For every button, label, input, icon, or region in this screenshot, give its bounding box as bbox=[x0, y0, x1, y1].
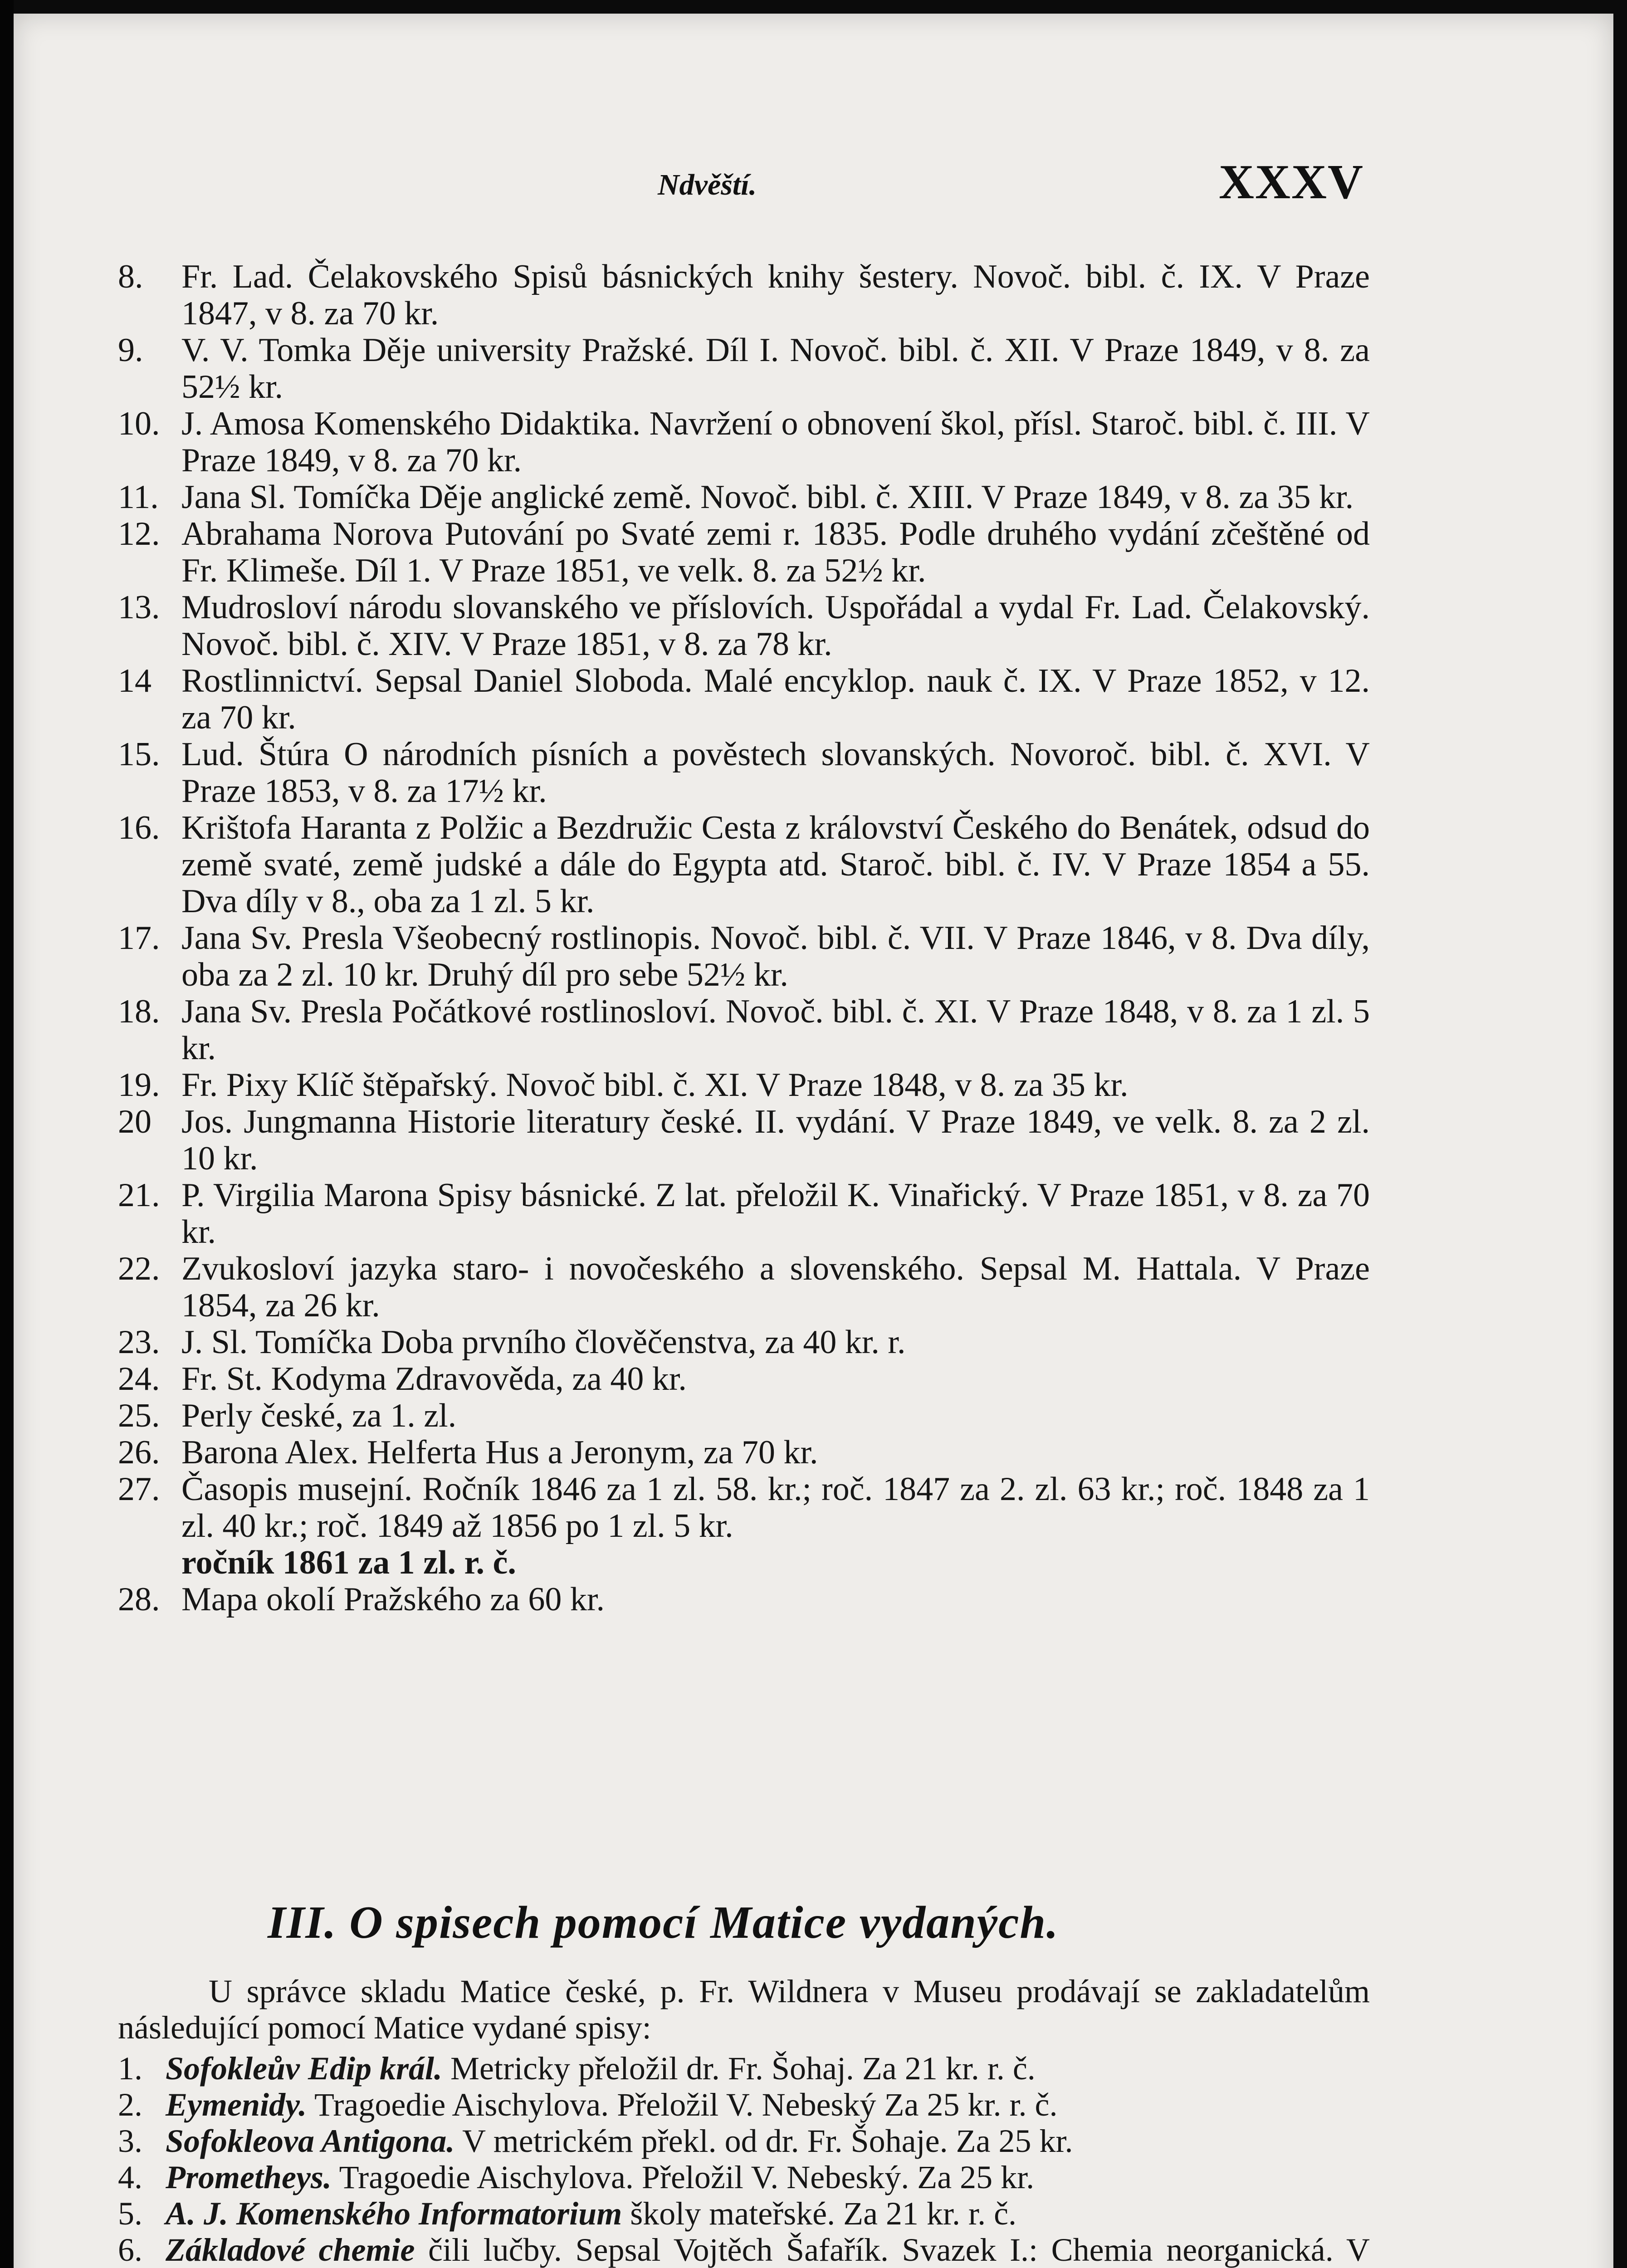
item-text: Rostlinnictví. Sepsal Daniel Sloboda. Malé encyklop. nauk č. IX. V Praze 1852, v 12. za 70 kr. bbox=[181, 662, 1370, 736]
item-text: Časopis musejní. Ročník 1846 za 1 zl. 58. kr.; roč. 1847 za 2. zl. 63 kr.; roč. 1848 za 1 zl. 40 kr.; roč. 1849 až 1856 po 1 zl. 5 kr. bbox=[181, 1471, 1370, 1545]
item-number: 8. bbox=[118, 258, 143, 295]
item-bold-tail: ročník 1861 za 1 zl. r. č. bbox=[181, 1544, 516, 1581]
list-item bbox=[118, 810, 1370, 920]
item-text: Fr. Pixy Klíč štěpařský. Novoč bibl. č. XI. V Praze 1848, v 8. za 35 kr. bbox=[181, 1066, 1129, 1104]
item-text: Jana Sv. Presla Počátkové rostlinosloví. Novoč. bibl. č. XI. V Praze 1848, v 8. za 1 zl. 5 kr. bbox=[181, 993, 1370, 1067]
list-item bbox=[118, 920, 1370, 993]
list-item bbox=[118, 1398, 1370, 1434]
book-title: Základové chemie bbox=[166, 2232, 415, 2268]
page-header bbox=[14, 154, 1613, 222]
item-text: J. Amosa Komenského Didaktika. Navržení o obnovení škol, přísl. Staroč. bibl. č. III. V Praze 1849, v 8. za 70 kr. bbox=[181, 405, 1370, 479]
item-text: Fr. St. Kodyma Zdravověda, za 40 kr. bbox=[181, 1360, 687, 1398]
section-heading: III. O spisech pomocí Matice vydaných. bbox=[268, 1897, 1059, 1948]
list-item bbox=[118, 1177, 1370, 1251]
book-title: A. J. Komenského Informatorium bbox=[166, 2195, 622, 2232]
publication-list bbox=[118, 259, 1370, 1618]
list-item bbox=[118, 1324, 1370, 1361]
book-text: čili lučby. Sepsal Vojtěch Šafařík. Svazek I.: Chemia neorganická. V bbox=[428, 2232, 1370, 2268]
book-item bbox=[118, 2195, 1370, 2232]
section-intro bbox=[118, 1973, 1370, 2046]
item-number: 12. bbox=[118, 515, 160, 552]
item-number: 9. bbox=[118, 332, 143, 369]
matice-book-list bbox=[118, 2050, 1370, 2268]
book-number: 1. bbox=[118, 2050, 142, 2087]
item-text: Mapa okolí Pražského za 60 kr. bbox=[181, 1581, 605, 1618]
item-number: 22. bbox=[118, 1250, 160, 1287]
item-text: Fr. Lad. Čelakovského Spisů básnických knihy šestery. Novoč. bibl. č. IX. V Praze 1847, v 8. za 70 kr. bbox=[181, 258, 1370, 332]
book-number: 5. bbox=[118, 2195, 142, 2232]
book-item bbox=[118, 2232, 1370, 2268]
book-title: Sofokleův Edip král. bbox=[166, 2050, 443, 2087]
item-text: V. V. Tomka Děje university Pražské. Díl I. Novoč. bibl. č. XII. V Praze 1849, v 8. za 52½ kr. bbox=[181, 332, 1370, 406]
list-item bbox=[118, 663, 1370, 736]
list-item bbox=[118, 993, 1370, 1067]
list-item bbox=[118, 332, 1370, 406]
list-item bbox=[118, 1434, 1370, 1471]
scan-edge bbox=[0, 0, 14, 2268]
running-title: Ndvěští. bbox=[658, 168, 757, 201]
item-text: Barona Alex. Helferta Hus a Jeronym, za 70 kr. bbox=[181, 1434, 818, 1471]
book-item bbox=[118, 2159, 1370, 2195]
list-item bbox=[118, 1104, 1370, 1177]
list-item bbox=[118, 736, 1370, 810]
item-number: 20 bbox=[118, 1103, 151, 1140]
list-item bbox=[118, 259, 1370, 332]
item-text: Abrahama Norova Putování po Svaté zemi r. 1835. Podle druhého vydání zčeštěné od Fr. Klimeše. Díl 1. V Praze 1851, ve velk. 8. za 52½ kr. bbox=[181, 515, 1370, 589]
item-number: 25. bbox=[118, 1397, 160, 1434]
item-number: 14 bbox=[118, 662, 151, 699]
list-item bbox=[118, 1067, 1370, 1104]
book-title: Eymenidy. bbox=[166, 2087, 307, 2123]
list-item bbox=[118, 1581, 1370, 1618]
book-number: 2. bbox=[118, 2087, 142, 2123]
item-text: Perly české, za 1. zl. bbox=[181, 1397, 457, 1434]
item-text: Jana Sv. Presla Všeobecný rostlinopis. Novoč. bibl. č. VII. V Praze 1846, v 8. Dva díly, oba za 2 zl. 10 kr. Druhý díl pro sebe 52½ kr. bbox=[181, 919, 1370, 993]
list-item bbox=[118, 516, 1370, 589]
list-item bbox=[118, 589, 1370, 663]
list-item bbox=[118, 1361, 1370, 1398]
item-number: 26. bbox=[118, 1434, 160, 1471]
page-number: XXXV bbox=[1219, 155, 1364, 209]
item-number: 16. bbox=[118, 809, 160, 846]
intro-paragraph: U správce skladu Matice české, p. Fr. Wildnera v Museu prodávají se zakladatelům následující pomocí Matice vydané spisy: bbox=[118, 1973, 1370, 2046]
item-number: 11. bbox=[118, 479, 159, 516]
item-number: 18. bbox=[118, 993, 160, 1030]
item-number: 21. bbox=[118, 1177, 160, 1214]
item-number: 19. bbox=[118, 1066, 160, 1104]
item-text: Jos. Jungmanna Historie literatury české. II. vydání. V Praze 1849, ve velk. 8. za 2 zl. 10 kr. bbox=[181, 1103, 1370, 1177]
item-text: J. Sl. Tomíčka Doba prvního člověčenstva, za 40 kr. r. bbox=[181, 1324, 906, 1361]
list-item bbox=[118, 479, 1370, 516]
item-number: 15. bbox=[118, 736, 160, 773]
book-number: 6. bbox=[118, 2232, 142, 2268]
document-page bbox=[14, 14, 1613, 2268]
book-text: Tragoedie Aischylova. Přeložil V. Nebeský. Za 25 kr. bbox=[339, 2159, 1035, 2195]
item-number: 27. bbox=[118, 1471, 160, 1508]
book-text: školy mateřské. Za 21 kr. r. č. bbox=[630, 2195, 1017, 2232]
item-number: 28. bbox=[118, 1581, 160, 1618]
item-text: Lud. Štúra O národních písních a pověstech slovanských. Novoroč. bibl. č. XVI. V Praze 1853, v 8. za 17½ kr. bbox=[181, 736, 1370, 810]
book-item bbox=[118, 2087, 1370, 2123]
book-text: Tragoedie Aischylova. Přeložil V. Nebeský Za 25 kr. r. č. bbox=[314, 2087, 1058, 2123]
item-number: 23. bbox=[118, 1324, 160, 1361]
book-item bbox=[118, 2050, 1370, 2087]
book-text: V metrickém překl. od dr. Fr. Šohaje. Za 25 kr. bbox=[462, 2123, 1073, 2159]
book-number: 4. bbox=[118, 2159, 142, 2195]
item-text: P. Virgilia Marona Spisy básnické. Z lat. přeložil K. Vinařický. V Praze 1851, v 8. za 70 kr. bbox=[181, 1177, 1370, 1251]
book-item bbox=[118, 2123, 1370, 2159]
item-text: Mudrosloví národu slovanského ve příslovích. Uspořádal a vydal Fr. Lad. Čelakovský. Novoč. bibl. č. XIV. V Praze 1851, v 8. za 78 kr. bbox=[181, 589, 1370, 663]
list-item bbox=[118, 406, 1370, 479]
item-number: 17. bbox=[118, 919, 160, 957]
book-title: Sofokleova Antigona. bbox=[166, 2123, 455, 2159]
item-text: Jana Sl. Tomíčka Děje anglické země. Novoč. bibl. č. XIII. V Praze 1849, v 8. za 35 kr. bbox=[181, 479, 1354, 516]
book-number: 3. bbox=[118, 2123, 142, 2159]
item-number: 10. bbox=[118, 405, 160, 442]
book-text: Metricky přeložil dr. Fr. Šohaj. Za 21 kr. r. č. bbox=[450, 2050, 1036, 2087]
item-text: Zvukosloví jazyka staro- i novočeského a slovenského. Sepsal M. Hattala. V Praze 1854, za 26 kr. bbox=[181, 1250, 1370, 1324]
book-title: Prometheys. bbox=[166, 2159, 332, 2195]
list-item bbox=[118, 1251, 1370, 1324]
list-item bbox=[118, 1471, 1370, 1581]
item-text: Krištofa Haranta z Polžic a Bezdružic Cesta z království Českého do Benátek, odsud do země svaté, země judské a dále do Egypta atd. Staroč. bibl. č. IV. V Praze 1854 a 55. Dva díly v 8., oba za 1 zl. 5 kr. bbox=[181, 809, 1370, 920]
item-number: 24. bbox=[118, 1360, 160, 1398]
item-number: 13. bbox=[118, 589, 160, 626]
